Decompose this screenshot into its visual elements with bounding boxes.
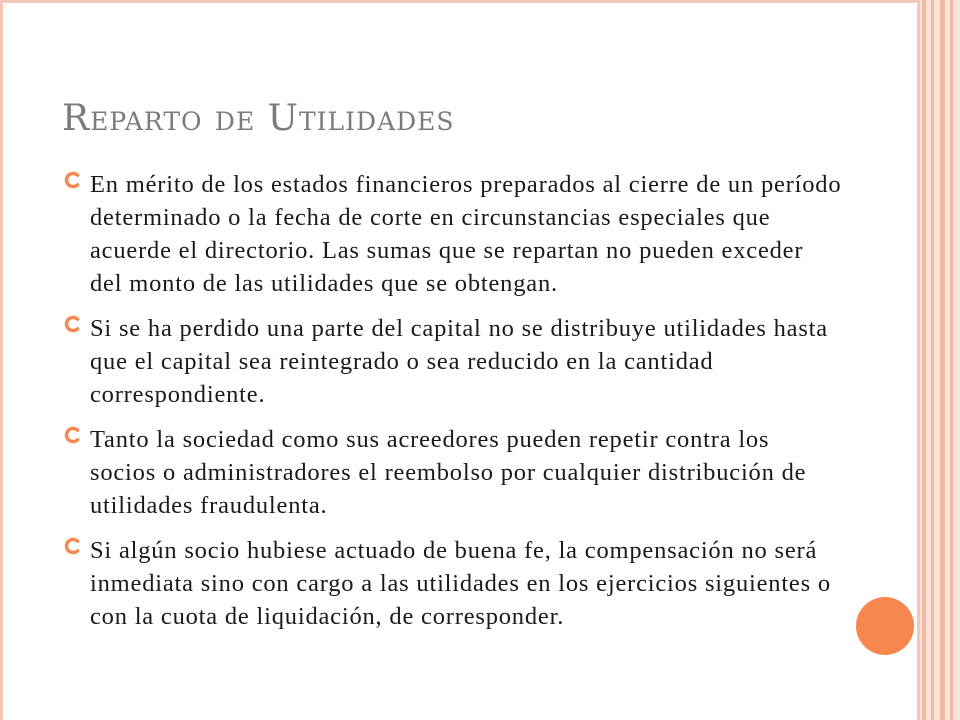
bullet-item — [62, 423, 842, 522]
bullet-item — [62, 534, 842, 633]
bullet-text: En mérito de los estados financieros preparados al cierre de un período determinado o la fecha de corte en circunstancias especiales que acuerde el directorio. Las sumas que se repartan no pueden exceder del monto de las utilidades que se obtengan. — [90, 171, 842, 297]
slide-title: Reparto de Utilidades — [62, 98, 455, 139]
right-decorative-stripe — [922, 0, 926, 720]
open-circle-bullet-icon — [62, 425, 82, 445]
bullet-item — [62, 312, 842, 411]
bullet-list — [62, 168, 842, 645]
open-circle-bullet-icon — [62, 170, 82, 190]
accent-circle — [856, 597, 914, 655]
right-decorative-stripe — [950, 0, 953, 720]
bullet-text: Si algún socio hubiese actuado de buena fe, la compensación no será inmediata sino con cargo a las utilidades en los ejercicios siguientes o con la cuota de liquidación, de corresponder. — [90, 537, 831, 630]
open-circle-bullet-icon — [62, 536, 82, 556]
bullet-item — [62, 168, 842, 300]
bullet-text: Si se ha perdido una parte del capital no se distribuye utilidades hasta que el capital sea reintegrado o sea reducido en la cantidad correspondiente. — [90, 315, 828, 408]
right-decorative-stripe — [931, 0, 934, 720]
bullet-text: Tanto la sociedad como sus acreedores pueden repetir contra los socios o administradores el reembolso por cualquier distribución de utilidades fraudulenta. — [90, 426, 807, 519]
open-circle-bullet-icon — [62, 314, 82, 334]
right-decorative-stripe — [940, 0, 945, 720]
